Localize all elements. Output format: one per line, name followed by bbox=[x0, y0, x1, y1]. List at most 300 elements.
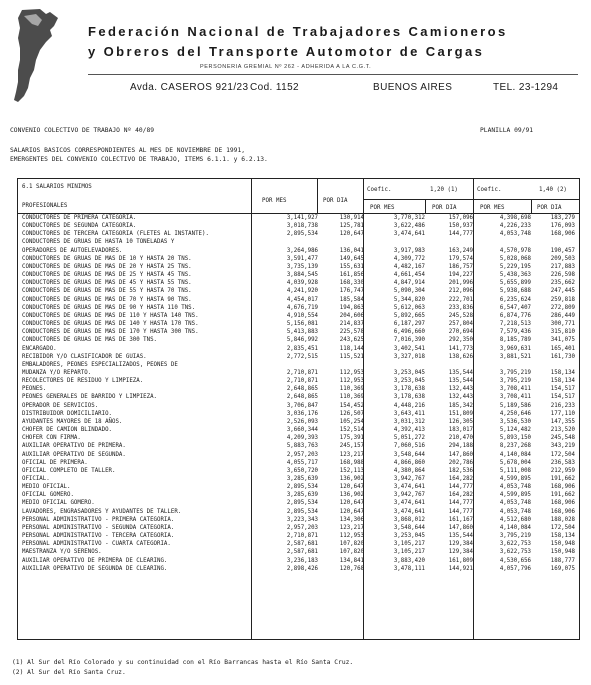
cell-coef1-por-mes: 6,496,660 bbox=[393, 329, 425, 336]
cell-coef1-por-dia: 161,167 bbox=[448, 516, 473, 523]
table-row bbox=[18, 353, 579, 361]
table-row bbox=[18, 508, 579, 516]
cell-por-dia: 214,837 bbox=[339, 321, 364, 328]
cell-coef1-por-dia: 212,096 bbox=[448, 288, 473, 295]
row-category-name: MAESTRANZA Y/O SERENOS. bbox=[22, 549, 102, 556]
cell-coef2-por-mes: 3,536,530 bbox=[499, 418, 531, 425]
cell-coef2-por-dia: 169,075 bbox=[550, 565, 575, 572]
city: BUENOS AIRES bbox=[373, 82, 453, 93]
cell-coef2-por-mes: 6,235,624 bbox=[499, 296, 531, 303]
cell-por-mes: 5,156,081 bbox=[286, 321, 318, 328]
cell-coef2-por-mes: 3,969,631 bbox=[499, 345, 531, 352]
cell-coef2-por-mes: 3,708,411 bbox=[499, 386, 531, 393]
cell-por-dia: 115,521 bbox=[339, 353, 364, 360]
coef-2-value: 1,40 (2) bbox=[539, 187, 567, 193]
cell-por-dia: 175,391 bbox=[339, 435, 364, 442]
cell-por-mes: 3,285,639 bbox=[286, 476, 318, 482]
cell-por-dia: 225,578 bbox=[339, 329, 364, 336]
cell-por-dia: 120,647 bbox=[339, 231, 364, 238]
cell-coef1-por-mes: 3,178,638 bbox=[393, 394, 425, 401]
cell-por-dia: 110,369 bbox=[339, 386, 364, 393]
cell-coef2-por-dia: 154,517 bbox=[550, 386, 575, 393]
cell-por-dia: 123,217 bbox=[339, 524, 364, 531]
table-row bbox=[18, 491, 579, 499]
cell-por-mes: 4,039,928 bbox=[286, 280, 318, 287]
cell-coef2-por-dia: 286,449 bbox=[550, 312, 575, 319]
cell-por-mes: 2,710,871 bbox=[286, 533, 318, 540]
cell-coef2-por-mes: 3,708,411 bbox=[499, 394, 531, 401]
cell-por-dia: 125,781 bbox=[339, 223, 364, 230]
row-category-name: OFICIAL GOMERO. bbox=[22, 492, 74, 499]
table-row bbox=[18, 532, 579, 540]
cell-coef1-por-dia: 233,836 bbox=[448, 304, 473, 311]
header-por-dia: POR DIA bbox=[323, 198, 348, 204]
cell-coef1-por-dia: 144,777 bbox=[448, 231, 473, 238]
table-row bbox=[18, 540, 579, 548]
table-row bbox=[18, 263, 579, 271]
row-category-name: RECIBIDOR Y/O CLASIFICADOR DE GUIAS. bbox=[22, 353, 147, 360]
intro-line-2: EMERGENTES DEL CONVENIO COLECTIVO DE TRABAJO, ITEMS 6.1.1. y 6.2.13. bbox=[10, 156, 268, 163]
column-divider bbox=[317, 179, 318, 214]
cell-por-mes: 4,209,393 bbox=[286, 435, 318, 442]
table-row bbox=[18, 271, 579, 279]
cell-coef2-por-dia: 191,662 bbox=[550, 492, 575, 499]
cell-coef2-por-mes: 4,057,796 bbox=[499, 565, 531, 572]
table-row bbox=[18, 451, 579, 459]
row-category-name: MEDIO OFICIAL. bbox=[22, 484, 71, 491]
cell-coef1-por-mes: 3,474,641 bbox=[393, 484, 425, 491]
cell-coef2-por-mes: 6,874,776 bbox=[499, 312, 531, 319]
cell-coef1-por-dia: 151,809 bbox=[448, 410, 473, 417]
cell-por-dia: 176,747 bbox=[339, 288, 364, 295]
cell-coef2-por-mes: 3,795,219 bbox=[499, 533, 531, 540]
cell-coef2-por-dia: 315,810 bbox=[550, 329, 575, 336]
cell-coef1-por-mes: 5,344,820 bbox=[393, 296, 425, 303]
cell-por-dia: 154,452 bbox=[339, 402, 364, 409]
row-category-name: AUXILIAR OPERATIVO DE SEGUNDA. bbox=[22, 451, 126, 458]
cell-coef1-por-mes: 5,090,304 bbox=[393, 288, 425, 295]
cell-coef1-por-mes: 3,942,767 bbox=[393, 476, 425, 482]
cell-por-dia: 120,647 bbox=[339, 508, 364, 515]
cell-por-dia: 168,988 bbox=[339, 459, 364, 466]
cell-por-mes: 3,650,720 bbox=[286, 467, 318, 474]
cell-por-mes: 2,587,681 bbox=[286, 549, 318, 556]
cell-por-dia: 112,953 bbox=[339, 378, 364, 385]
cell-coef1-por-mes: 3,474,641 bbox=[393, 231, 425, 238]
cell-coef1-por-dia: 222,701 bbox=[448, 296, 473, 303]
row-category-name: PEONES. bbox=[22, 386, 47, 393]
cell-coef1-por-dia: 132,443 bbox=[448, 394, 473, 401]
cell-coef2-por-mes: 8,185,789 bbox=[499, 337, 531, 344]
cell-coef2-por-mes: 5,124,482 bbox=[499, 427, 531, 434]
letterhead bbox=[0, 0, 591, 110]
cell-coef1-por-dia: 163,249 bbox=[448, 247, 473, 254]
cell-por-mes: 2,895,534 bbox=[286, 500, 318, 507]
cell-coef1-por-mes: 3,548,644 bbox=[393, 451, 425, 458]
table-row bbox=[18, 345, 579, 353]
cell-coef2-por-mes: 3,795,219 bbox=[499, 369, 531, 376]
row-category-name: CONDUCTORES DE GRUAS DE MAS DE 55 Y HASTA 70 TNS. bbox=[22, 288, 192, 295]
row-category-name: CONDUCTORES DE GRUAS DE MAS DE 70 Y HASTA 90 TNS. bbox=[22, 296, 192, 303]
row-category-name: CONDUCTORES DE GRUAS DE MAS DE 10 Y HASTA 20 TNS. bbox=[22, 255, 192, 262]
section-title: 6.1 SALARIOS MINIMOS bbox=[22, 184, 92, 190]
row-category-name: CONDUCTORES DE GRUAS DE MAS DE 90 Y HASTA 110 TNS. bbox=[22, 304, 196, 311]
table-row bbox=[18, 410, 579, 418]
cell-coef1-por-mes: 3,031,312 bbox=[393, 418, 425, 425]
table-row bbox=[18, 296, 579, 304]
org-name-line1: Federación Nacional de Trabajadores Camioneros bbox=[88, 24, 508, 39]
row-category-name: AYUDANTES MAYORES DE 18 AÑOS. bbox=[22, 418, 123, 425]
cell-coef1-por-mes: 6,187,297 bbox=[393, 321, 425, 328]
org-name-line2: y Obreros del Transporte Automotor de Cargas bbox=[88, 44, 485, 59]
cell-coef2-por-dia: 168,906 bbox=[550, 508, 575, 515]
cell-por-dia: 110,369 bbox=[339, 394, 364, 401]
cell-coef1-por-mes: 3,883,420 bbox=[393, 557, 425, 564]
cell-coef1-por-mes: 3,478,111 bbox=[393, 565, 425, 572]
cell-coef2-por-dia: 213,520 bbox=[550, 427, 575, 434]
cell-coef1-por-dia: 144,921 bbox=[448, 565, 473, 572]
cell-por-mes: 3,660,344 bbox=[286, 427, 318, 434]
table-row bbox=[18, 222, 579, 230]
cell-coef2-por-dia: 150,948 bbox=[550, 549, 575, 556]
row-category-name: OFICIAL COMPLETO DE TALLER. bbox=[22, 467, 116, 474]
cell-por-dia: 126,507 bbox=[339, 410, 364, 417]
cell-coef1-por-dia: 179,574 bbox=[448, 255, 473, 262]
cell-coef2-por-mes: 3,622,753 bbox=[499, 541, 531, 548]
cell-por-mes: 3,236,183 bbox=[286, 557, 318, 564]
cell-coef2-por-dia: 209,503 bbox=[550, 255, 575, 262]
cell-coef2-por-dia: 235,662 bbox=[550, 280, 575, 287]
row-category-name: CONDUCTORES DE GRUAS DE MAS DE 300 TNS. bbox=[22, 337, 158, 344]
cell-coef2-por-dia: 168,906 bbox=[550, 231, 575, 238]
cell-coef2-por-dia: 245,548 bbox=[550, 435, 575, 442]
cell-coef2-por-dia: 300,771 bbox=[550, 321, 575, 328]
cell-coef1-por-dia: 132,443 bbox=[448, 386, 473, 393]
header-por-mes: POR MES bbox=[262, 198, 287, 204]
table-row bbox=[18, 393, 579, 401]
table-row bbox=[18, 548, 579, 556]
cell-coef2-por-mes: 5,028,068 bbox=[499, 255, 531, 262]
cell-coef1-por-dia: 129,384 bbox=[448, 549, 473, 556]
intro-line-1: SALARIOS BASICOS CORRESPONDIENTES AL MES DE NOVIEMBRE DE 1991, bbox=[10, 147, 246, 154]
cell-coef1-por-dia: 135,544 bbox=[448, 378, 473, 385]
row-category-name: OPERADOR DE SERVICIOS. bbox=[22, 402, 99, 409]
cell-por-dia: 107,820 bbox=[339, 541, 364, 548]
table-row bbox=[18, 499, 579, 507]
row-category-name: PERSONAL ADMINISTRATIVO - PRIMERA CATEGORIA. bbox=[22, 516, 175, 523]
cell-coef1-por-dia: 164,282 bbox=[448, 476, 473, 482]
cell-por-dia: 136,041 bbox=[339, 247, 364, 254]
cell-por-dia: 130,914 bbox=[339, 215, 364, 221]
cell-por-dia: 118,144 bbox=[339, 345, 364, 352]
table-row bbox=[18, 287, 579, 295]
cell-por-mes: 2,957,203 bbox=[286, 451, 318, 458]
cell-coef2-por-mes: 4,512,680 bbox=[499, 516, 531, 523]
cell-coef1-por-dia: 147,860 bbox=[448, 524, 473, 531]
convenio-number: CONVENIO COLECTIVO DE TRABAJO Nº 40/89 bbox=[10, 127, 155, 134]
table-row bbox=[18, 336, 579, 344]
cell-por-dia: 107,820 bbox=[339, 549, 364, 556]
cell-coef2-por-dia: 183,279 bbox=[550, 215, 575, 221]
cell-coef2-por-mes: 4,053,748 bbox=[499, 508, 531, 515]
row-category-name: RECOLECTORES DE RESIDUO Y LIMPIEZA. bbox=[22, 378, 144, 385]
cell-coef1-por-mes: 3,474,641 bbox=[393, 508, 425, 515]
phone: TEL. 23-1294 bbox=[493, 82, 559, 93]
cell-coef2-por-mes: 8,237,268 bbox=[499, 443, 531, 450]
cell-por-mes: 2,895,534 bbox=[286, 231, 318, 238]
cell-por-dia: 194,863 bbox=[339, 304, 364, 311]
row-category-name: CONDUCTORES DE GRUAS DE MAS DE 20 Y HASTA 25 TNS. bbox=[22, 263, 192, 270]
cell-coef1-por-dia: 202,786 bbox=[448, 459, 473, 466]
cell-por-mes: 3,223,343 bbox=[286, 516, 318, 523]
cell-por-mes: 2,895,534 bbox=[286, 508, 318, 515]
cell-coef2-por-dia: 217,883 bbox=[550, 263, 575, 270]
cell-coef1-por-dia: 292,350 bbox=[448, 337, 473, 344]
cell-coef1-por-dia: 138,626 bbox=[448, 353, 473, 360]
cell-por-dia: 204,606 bbox=[339, 312, 364, 319]
cell-coef2-por-dia: 190,457 bbox=[550, 247, 575, 254]
cell-por-mes: 4,910,554 bbox=[286, 312, 318, 319]
cell-coef1-por-dia: 144,777 bbox=[448, 500, 473, 507]
table-row bbox=[18, 402, 579, 410]
cell-coef1-por-mes: 4,847,914 bbox=[393, 280, 425, 287]
cell-coef2-por-mes: 4,599,895 bbox=[499, 492, 531, 499]
row-category-name: AUXILIAR OPERATIVO DE PRIMERA. bbox=[22, 443, 126, 450]
salary-rows bbox=[18, 214, 579, 573]
row-category-name: AUXILIAR OPERATIVO DE SEGUNDA DE CLEARING. bbox=[22, 565, 168, 572]
cell-coef1-por-dia: 147,860 bbox=[448, 451, 473, 458]
cell-coef2-por-dia: 176,093 bbox=[550, 223, 575, 230]
cell-coef1-por-mes: 4,661,454 bbox=[393, 272, 425, 279]
cell-coef1-por-dia: 129,384 bbox=[448, 541, 473, 548]
footnote-2: (2) Al Sur del Río Santa Cruz. bbox=[12, 669, 126, 676]
cell-coef2-por-dia: 188,777 bbox=[550, 557, 575, 564]
cell-coef2-por-dia: 154,517 bbox=[550, 394, 575, 401]
row-category-name: CHOFER CON FIRMA. bbox=[22, 435, 81, 442]
cell-coef2-por-dia: 158,134 bbox=[550, 378, 575, 385]
cell-por-dia: 136,902 bbox=[339, 476, 364, 482]
cell-coef1-por-dia: 161,809 bbox=[448, 557, 473, 564]
cell-coef1-por-mes: 3,942,767 bbox=[393, 492, 425, 499]
cell-coef2-por-dia: 343,219 bbox=[550, 443, 575, 450]
cell-coef2-por-dia: 259,818 bbox=[550, 296, 575, 303]
cell-coef1-por-dia: 294,188 bbox=[448, 443, 473, 450]
cell-por-dia: 134,306 bbox=[339, 516, 364, 523]
cell-por-mes: 3,285,639 bbox=[286, 492, 318, 499]
header-coef1-por-mes: POR MES bbox=[370, 205, 395, 211]
table-row bbox=[18, 361, 579, 369]
letterhead-rule bbox=[88, 74, 578, 75]
cell-coef2-por-dia: 177,110 bbox=[550, 410, 575, 417]
cell-coef1-por-mes: 3,548,644 bbox=[393, 524, 425, 531]
cell-por-mes: 4,055,717 bbox=[286, 459, 318, 466]
cell-coef1-por-mes: 3,253,045 bbox=[393, 369, 425, 376]
row-category-name: CONDUCTORES DE GRUAS DE MAS DE 25 Y HASTA 45 TNS. bbox=[22, 272, 192, 279]
row-category-name: CONDUCTORES DE GRUAS DE MAS DE 45 Y HASTA 55 TNS. bbox=[22, 280, 192, 287]
cell-por-dia: 136,902 bbox=[339, 492, 364, 499]
coef-2-label: Coefic. bbox=[477, 187, 502, 193]
row-category-name: PERSONAL ADMINISTRATIVO - CUARTA CATEGORIA. bbox=[22, 541, 171, 548]
row-category-name: CONDUCTORES DE PRIMERA CATEGORIA. bbox=[22, 215, 137, 221]
row-category-name: CONDUCTORES DE GRUAS DE HASTA 10 TONELADAS Y bbox=[22, 239, 175, 246]
cell-por-mes: 3,706,847 bbox=[286, 402, 318, 409]
cell-por-dia: 168,330 bbox=[339, 280, 364, 287]
table-row bbox=[18, 442, 579, 450]
row-category-name: PERSONAL ADMINISTRATIVO - TERCERA CATEGORIA. bbox=[22, 533, 175, 540]
cell-coef2-por-mes: 6,547,407 bbox=[499, 304, 531, 311]
cell-coef2-por-dia: 172,504 bbox=[550, 451, 575, 458]
cell-coef2-por-mes: 5,938,688 bbox=[499, 288, 531, 295]
cell-coef1-por-mes: 7,016,390 bbox=[393, 337, 425, 344]
cell-coef2-por-mes: 3,795,219 bbox=[499, 378, 531, 385]
table-row bbox=[18, 516, 579, 524]
cell-coef1-por-mes: 4,309,772 bbox=[393, 255, 425, 262]
table-row bbox=[18, 434, 579, 442]
planilla-number: PLANILLA 09/91 bbox=[480, 127, 534, 134]
header-coef2-por-mes: POR MES bbox=[480, 205, 505, 211]
table-row bbox=[18, 524, 579, 532]
cell-coef1-por-dia: 126,305 bbox=[448, 418, 473, 425]
cell-por-mes: 3,735,139 bbox=[286, 263, 318, 270]
cell-coef1-por-dia: 135,544 bbox=[448, 369, 473, 376]
cell-coef1-por-mes: 3,105,217 bbox=[393, 549, 425, 556]
cell-por-mes: 3,018,738 bbox=[286, 223, 318, 230]
row-category-name: AUXILIAR OPERATIVO DE PRIMERA DE CLEARING. bbox=[22, 557, 168, 564]
cell-coef2-por-dia: 158,134 bbox=[550, 533, 575, 540]
row-category-name: CONDUCTORES DE TERCERA CATEGORIA (FLETES AL INSTANTE). bbox=[22, 231, 209, 238]
table-row bbox=[18, 483, 579, 491]
cell-por-dia: 120,647 bbox=[339, 484, 364, 491]
cell-coef1-por-mes: 5,612,063 bbox=[393, 304, 425, 311]
cell-por-mes: 4,241,920 bbox=[286, 288, 318, 295]
cell-por-dia: 152,113 bbox=[339, 467, 364, 474]
cell-por-mes: 5,846,992 bbox=[286, 337, 318, 344]
cell-coef1-por-dia: 141,773 bbox=[448, 345, 473, 352]
cell-por-mes: 2,710,871 bbox=[286, 369, 318, 376]
cell-coef2-por-mes: 4,250,646 bbox=[499, 410, 531, 417]
row-category-name: DISTRIBUIDOR DOMICILIARIO. bbox=[22, 410, 113, 417]
cell-coef2-por-mes: 5,111,008 bbox=[499, 467, 531, 474]
footnote-1: (1) Al Sur del Río Colorado y su continuidad con el Río Barrancas hasta el Río Santa Cruz. bbox=[12, 659, 354, 666]
cell-por-mes: 2,526,093 bbox=[286, 418, 318, 425]
cell-por-mes: 2,587,681 bbox=[286, 541, 318, 548]
row-category-name: OPERADORES DE AUTOELEVADORES. bbox=[22, 247, 123, 254]
personeria-gremial: PERSONERIA GREMIAL Nº 262 - ADHERIDA A LA C.G.T. bbox=[200, 64, 372, 70]
cell-por-dia: 112,953 bbox=[339, 533, 364, 540]
cell-por-dia: 243,625 bbox=[339, 337, 364, 344]
cell-por-mes: 5,413,883 bbox=[286, 329, 318, 336]
cell-coef1-por-mes: 3,178,638 bbox=[393, 386, 425, 393]
coef-1-value: 1,20 (1) bbox=[430, 187, 458, 193]
cell-por-dia: 152,514 bbox=[339, 427, 364, 434]
header-coef1-por-dia: POR DIA bbox=[432, 205, 457, 211]
cell-coef2-por-dia: 168,906 bbox=[550, 484, 575, 491]
cell-coef1-por-mes: 4,482,167 bbox=[393, 263, 425, 270]
table-row bbox=[18, 247, 579, 255]
cell-coef1-por-dia: 257,804 bbox=[448, 321, 473, 328]
cell-coef1-por-dia: 183,017 bbox=[448, 427, 473, 434]
cell-por-mes: 2,772,515 bbox=[286, 353, 318, 360]
table-row bbox=[18, 459, 579, 467]
cell-coef1-por-mes: 4,392,413 bbox=[393, 427, 425, 434]
cell-coef1-por-mes: 3,622,486 bbox=[393, 223, 425, 230]
cell-por-mes: 2,898,426 bbox=[286, 565, 318, 572]
row-category-name: EMBALADORES, PEONES ESPECIALIZADOS, PEONES DE bbox=[22, 361, 178, 368]
cell-coef1-por-mes: 5,051,272 bbox=[393, 435, 425, 442]
table-row bbox=[18, 279, 579, 287]
argentina-map-logo bbox=[6, 8, 64, 104]
cell-coef2-por-mes: 4,053,748 bbox=[499, 231, 531, 238]
cell-coef2-por-mes: 5,678,004 bbox=[499, 459, 531, 466]
cell-coef2-por-dia: 212,959 bbox=[550, 467, 575, 474]
cell-por-mes: 3,141,927 bbox=[286, 215, 318, 221]
cell-coef1-por-dia: 144,777 bbox=[448, 484, 473, 491]
cell-coef2-por-mes: 4,599,895 bbox=[499, 476, 531, 482]
table-row bbox=[18, 369, 579, 377]
cell-coef2-por-mes: 7,579,436 bbox=[499, 329, 531, 336]
table-row bbox=[18, 214, 579, 222]
row-category-name: OFICIAL DE PRIMERA. bbox=[22, 459, 88, 466]
cell-por-mes: 2,835,451 bbox=[286, 345, 318, 352]
cell-coef1-por-mes: 3,643,411 bbox=[393, 410, 425, 417]
cell-coef2-por-dia: 172,504 bbox=[550, 524, 575, 531]
cell-coef2-por-dia: 168,906 bbox=[550, 500, 575, 507]
cell-coef1-por-dia: 185,342 bbox=[448, 402, 473, 409]
cell-coef1-por-dia: 144,777 bbox=[448, 508, 473, 515]
coef-1-label: Coefic. bbox=[367, 187, 392, 193]
cell-por-mes: 3,884,545 bbox=[286, 272, 318, 279]
cell-coef2-por-mes: 5,189,586 bbox=[499, 402, 531, 409]
cell-coef1-por-dia: 135,544 bbox=[448, 533, 473, 540]
cell-coef1-por-dia: 245,528 bbox=[448, 312, 473, 319]
cell-coef2-por-mes: 4,140,084 bbox=[499, 524, 531, 531]
cell-por-dia: 185,584 bbox=[339, 296, 364, 303]
table-row bbox=[18, 312, 579, 320]
cell-coef2-por-dia: 247,445 bbox=[550, 288, 575, 295]
cell-coef2-por-mes: 3,881,521 bbox=[499, 353, 531, 360]
row-category-name: MUDANZA Y/O REPARTO. bbox=[22, 369, 92, 376]
cell-por-mes: 2,957,203 bbox=[286, 524, 318, 531]
cell-coef2-por-mes: 5,655,899 bbox=[499, 280, 531, 287]
table-row bbox=[18, 426, 579, 434]
column-divider bbox=[531, 199, 532, 214]
cell-coef1-por-mes: 7,060,516 bbox=[393, 443, 425, 450]
row-category-name: OFICIAL. bbox=[22, 476, 50, 482]
cell-por-dia: 105,254 bbox=[339, 418, 364, 425]
cell-coef2-por-dia: 147,355 bbox=[550, 418, 575, 425]
cell-por-mes: 3,591,477 bbox=[286, 255, 318, 262]
cell-coef1-por-dia: 210,470 bbox=[448, 435, 473, 442]
row-category-name: MEDIO OFICIAL GOMERO. bbox=[22, 500, 95, 507]
row-category-name: LAVADORES, ENGRASADORES Y AYUDANTES DE TALLER. bbox=[22, 508, 182, 515]
cell-coef2-por-dia: 158,134 bbox=[550, 369, 575, 376]
cell-por-dia: 123,217 bbox=[339, 451, 364, 458]
cell-coef2-por-mes: 5,438,363 bbox=[499, 272, 531, 279]
table-row bbox=[18, 304, 579, 312]
cell-coef1-por-mes: 4,380,864 bbox=[393, 467, 425, 474]
cell-coef2-por-mes: 3,622,753 bbox=[499, 549, 531, 556]
row-category-name: CONDUCTORES DE SEGUNDA CATEGORIA. bbox=[22, 223, 137, 230]
cell-por-mes: 2,895,534 bbox=[286, 484, 318, 491]
row-category-name: CONDUCTORES DE GRUAS DE MAS DE 110 Y HASTA 140 TNS. bbox=[22, 312, 199, 319]
cell-coef1-por-dia: 164,282 bbox=[448, 492, 473, 499]
cell-coef1-por-mes: 3,253,045 bbox=[393, 378, 425, 385]
cell-coef2-por-mes: 4,530,656 bbox=[499, 557, 531, 564]
table-row bbox=[18, 255, 579, 263]
cell-coef2-por-mes: 5,893,150 bbox=[499, 435, 531, 442]
cell-por-mes: 2,648,865 bbox=[286, 386, 318, 393]
cell-coef2-por-dia: 341,075 bbox=[550, 337, 575, 344]
